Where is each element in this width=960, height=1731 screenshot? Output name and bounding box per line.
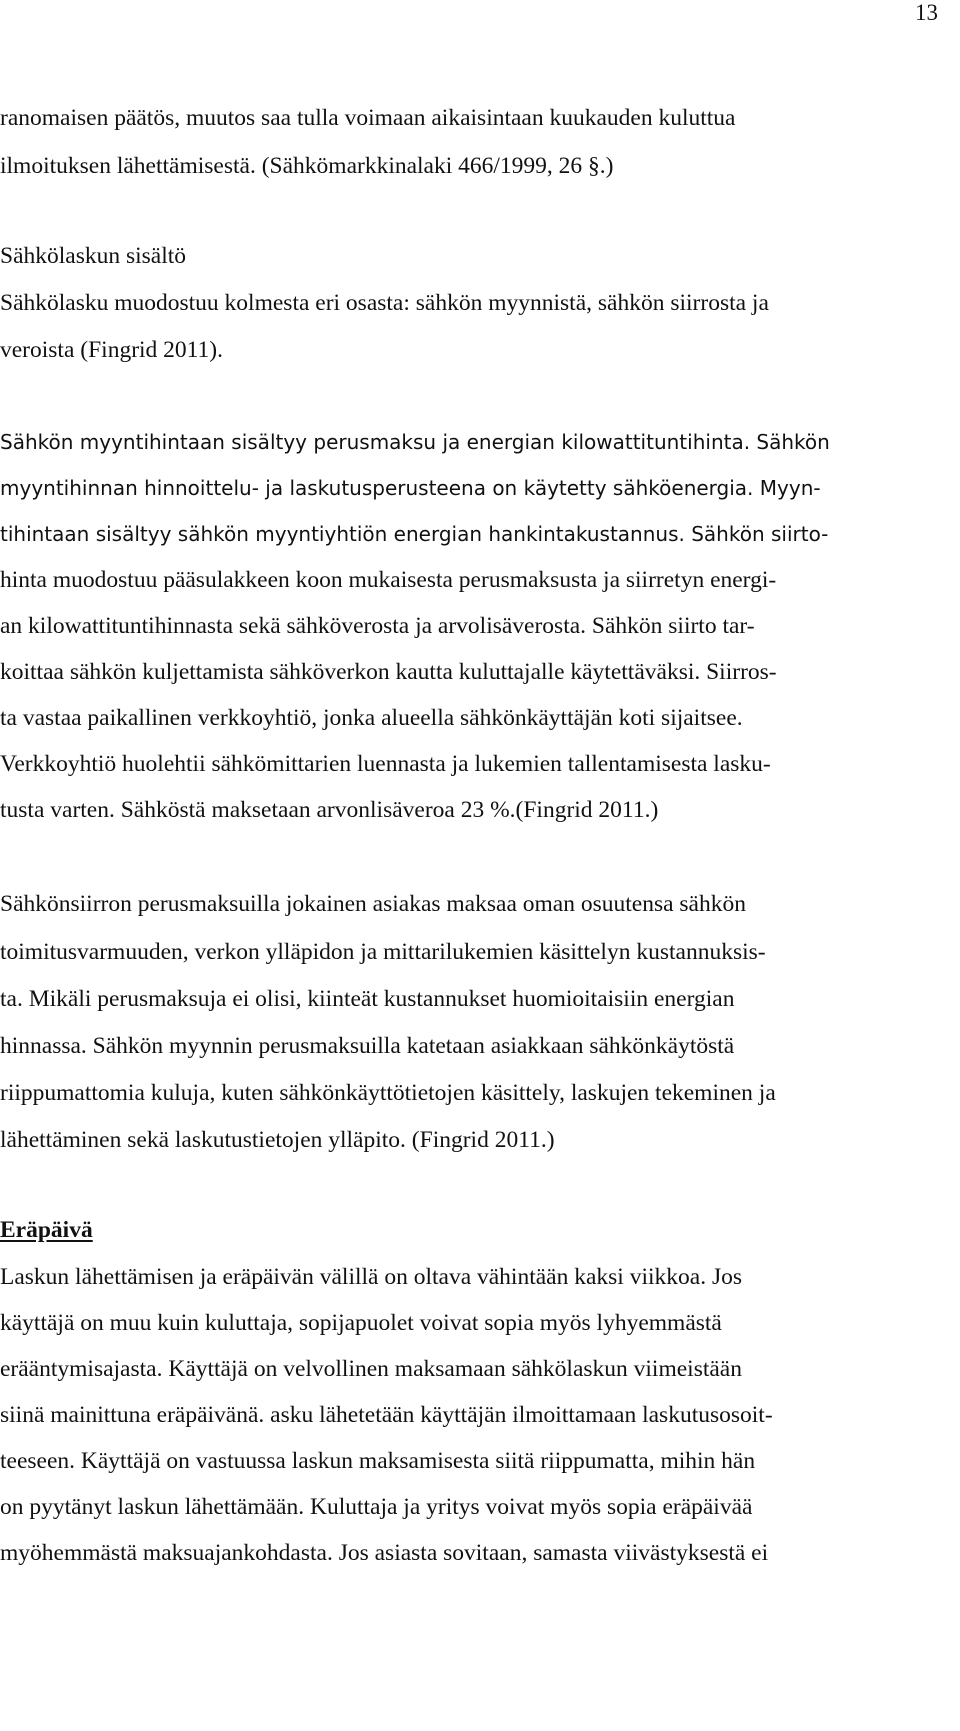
- section-heading: Eräpäivä: [0, 1217, 93, 1243]
- body-text-line: myöhemmästä maksuajankohdasta. Jos asiasta sovitaan, samasta viivästyksestä ei: [0, 1540, 769, 1566]
- body-text-line: riippumattomia kuluja, kuten sähkönkäyttötietojen käsittely, laskujen tekeminen ja: [0, 1080, 776, 1106]
- body-text-line: erääntymisajasta. Käyttäjä on velvollinen maksamaan sähkölaskun viimeistään: [0, 1356, 742, 1382]
- body-text-line: Sähkölasku muodostuu kolmesta eri osasta: sähkön myynnistä, sähkön siirrosta ja: [0, 290, 769, 316]
- body-text-line: on pyytänyt laskun lähettämään. Kuluttaja ja yritys voivat myös sopia eräpäivää: [0, 1494, 753, 1520]
- body-text-line: ranomaisen päätös, muutos saa tulla voimaan aikaisintaan kuukauden kuluttua: [0, 105, 736, 131]
- body-text-line: tusta varten. Sähköstä maksetaan arvonlisäveroa 23 %.(Fingrid 2011.): [0, 797, 659, 823]
- body-text-line: Laskun lähettämisen ja eräpäivän välillä on oltava vähintään kaksi viikkoa. Jos: [0, 1264, 742, 1290]
- body-text-line: toimitusvarmuuden, verkon ylläpidon ja mittarilukemien käsittelyn kustannuksis-: [0, 939, 766, 965]
- body-text-line: siinä mainittuna eräpäivänä. asku lähetetään käyttäjän ilmoittamaan laskutusosoit-: [0, 1402, 773, 1428]
- page-number: 13: [915, 0, 938, 25]
- body-text-line: veroista (Fingrid 2011).: [0, 337, 223, 363]
- body-text-line: ilmoituksen lähettämisestä. (Sähkömarkkinalaki 466/1999, 26 §.): [0, 153, 614, 179]
- section-heading: Sähkölaskun sisältö: [0, 243, 187, 269]
- body-text-line: ta. Mikäli perusmaksuja ei olisi, kiinteät kustannukset huomioitaisiin energian: [0, 986, 735, 1012]
- body-text-line: koittaa sähkön kuljettamista sähköverkon kautta kuluttajalle käytettäväksi. Siirros-: [0, 659, 777, 685]
- body-text-line: tihintaan sisältyy sähkön myyntiyhtiön energian hankintakustannus. Sähkön siirto-: [0, 522, 829, 546]
- body-text-line: myyntihinnan hinnoittelu- ja laskutusperusteena on käytetty sähköenergia. Myyn-: [0, 476, 821, 500]
- body-text-line: Sähkön myyntihintaan sisältyy perusmaksu ja energian kilowattituntihinta. Sähkön: [0, 430, 830, 454]
- body-text-line: teeseen. Käyttäjä on vastuussa laskun maksamisesta siitä riippumatta, mihin hän: [0, 1448, 756, 1474]
- body-text-line: lähettäminen sekä laskutustietojen ylläpito. (Fingrid 2011.): [0, 1127, 555, 1153]
- body-text-line: Verkkoyhtiö huolehtii sähkömittarien luennasta ja lukemien tallentamisesta lasku-: [0, 751, 771, 777]
- body-text-line: Sähkönsiirron perusmaksuilla jokainen asiakas maksaa oman osuutensa sähkön: [0, 891, 746, 917]
- body-text-line: hinnassa. Sähkön myynnin perusmaksuilla katetaan asiakkaan sähkönkäytöstä: [0, 1033, 735, 1059]
- body-text-line: an kilowattituntihinnasta sekä sähköverosta ja arvolisäverosta. Sähkön siirto tar-: [0, 613, 755, 639]
- body-text-line: hinta muodostuu pääsulakkeen koon mukaisesta perusmaksusta ja siirretyn energi-: [0, 567, 777, 593]
- body-text-line: käyttäjä on muu kuin kuluttaja, sopijapuolet voivat sopia myös lyhyemmästä: [0, 1310, 722, 1336]
- body-text-line: ta vastaa paikallinen verkkoyhtiö, jonka alueella sähkönkäyttäjän koti sijaitsee.: [0, 705, 743, 731]
